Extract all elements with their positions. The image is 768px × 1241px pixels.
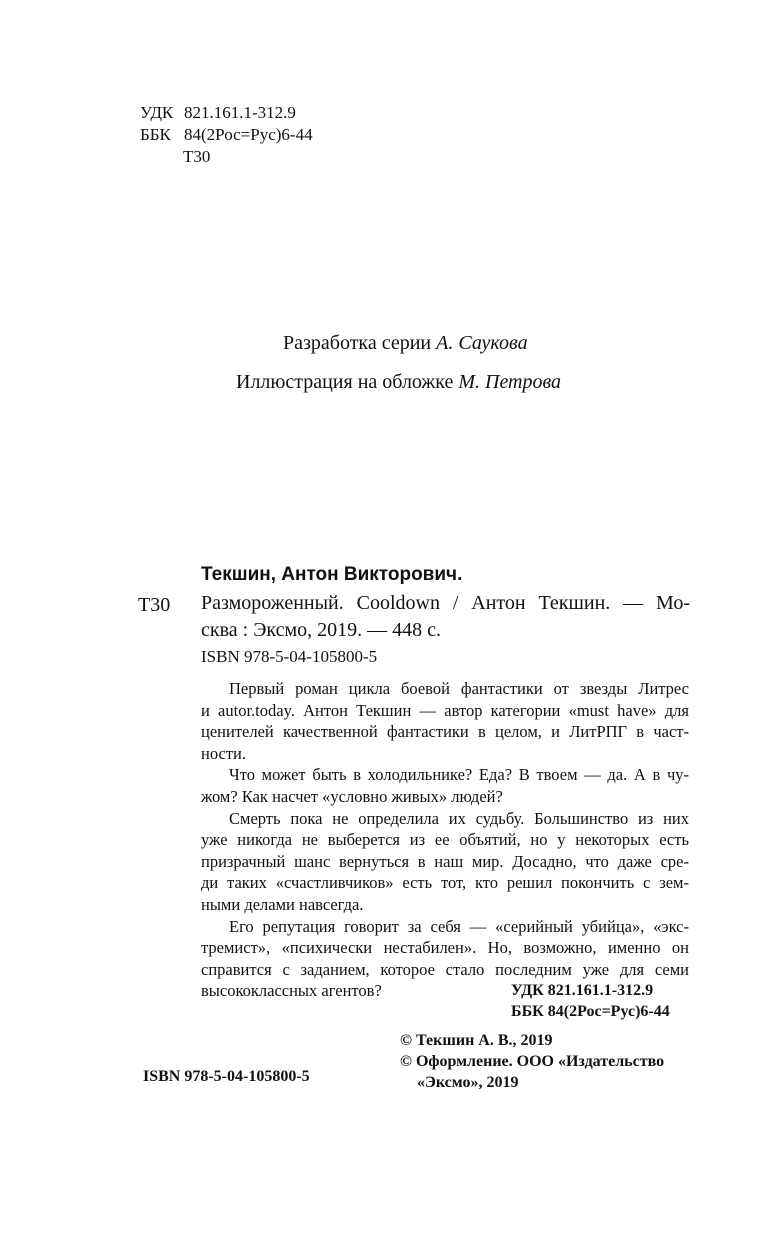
udk-bottom: УДК 821.161.1-312.9 (511, 982, 654, 999)
description-line-2: сква : Эксмо, 2019. — 448 с. (201, 619, 442, 641)
bbk-label: ББК (140, 125, 171, 144)
series-credit (283, 330, 528, 356)
bbk-value: 84(2Рос=Рус)6-44 (184, 125, 313, 144)
record-isbn: ISBN 978-5-04-105800-5 (201, 647, 378, 666)
record-author: Текшин, Антон Викторович. (201, 564, 463, 585)
illustration-credit-label: Иллюстрация на обложке (236, 371, 454, 393)
copyright-author: © Текшин А. В., 2019 (400, 1032, 553, 1049)
bbk-bottom: ББК 84(2Рос=Рус)6-44 (511, 1003, 670, 1020)
annotation-line: Смерть пока не определила их судьбу. Большинство из них (229, 808, 689, 828)
annotation-line: ными делами навсегда. (201, 894, 364, 914)
udk-label: УДК (140, 103, 174, 122)
isbn-bottom: ISBN 978-5-04-105800-5 (143, 1068, 310, 1085)
annotation-line: жом? Как насчет «условно живых» людей? (201, 786, 503, 806)
copyright-design: © Оформление. ООО «Издательство (400, 1053, 665, 1070)
udk-row (140, 102, 313, 124)
annotation-line: призрачный шанс вернуться в наш мир. Досадно, что даже сре- (201, 851, 689, 871)
series-credit-label: Разработка серии (283, 332, 432, 354)
bbk-row (140, 124, 313, 146)
copyright-publisher: «Эксмо», 2019 (417, 1074, 519, 1091)
series-credit-name: А. Саукова (436, 332, 528, 354)
record-author-sign: Т30 (138, 594, 171, 616)
description-line-1: Размороженный. Cooldown / Антон Текшин. — Мо- (201, 592, 690, 614)
annotation-line: Его репутация говорит за себя — «серийный убийца», «экс- (229, 916, 689, 936)
author-sign-top: Т30 (183, 147, 211, 166)
annotation-line: и autor.today. Антон Текшин — автор категории «must have» для (201, 700, 689, 720)
illustration-credit (236, 369, 561, 395)
record-description (201, 590, 690, 644)
annotation-line: ценителей качественной фантастики в целом, и ЛитРПГ в част- (201, 722, 689, 742)
annotation-line: справится с заданием, которое стало последним уже для семи (201, 959, 689, 979)
annotation (201, 678, 689, 1002)
annotation-line: ди таких «счастливчиков» есть тот, кто решил покончить с зем- (201, 873, 689, 893)
illustration-credit-name: М. Петрова (458, 371, 562, 393)
udk-value: 821.161.1-312.9 (184, 103, 296, 122)
annotation-line: Первый роман цикла боевой фантастики от звезды Литрес (229, 679, 689, 698)
annotation-line: высококлассных агентов? (201, 981, 382, 1001)
annotation-line: уже никогда не выберется из ее объятий, но у некоторых есть (201, 830, 689, 850)
annotation-line: тремист», «психически нестабилен». Но, возможно, именно он (201, 938, 689, 958)
classification-top (140, 102, 313, 168)
copyright-block (400, 1030, 664, 1093)
annotation-line: ности. (201, 743, 246, 763)
annotation-line: Что может быть в холодильнике? Еда? В твоем — да. А в чу- (229, 765, 689, 785)
classification-bottom (511, 980, 670, 1022)
